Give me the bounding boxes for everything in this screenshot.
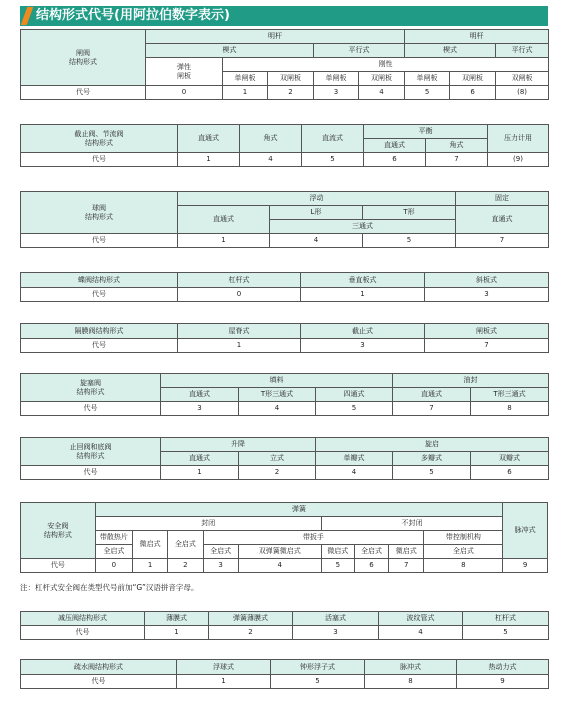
gate-valve-table bbox=[20, 29, 549, 100]
globe-col-zhitong: 直通式 bbox=[178, 125, 240, 153]
plug-tianliao: 填料 bbox=[161, 374, 393, 388]
plug-code: 3 bbox=[161, 402, 239, 416]
check-code: 1 bbox=[161, 466, 239, 480]
reducing-code: 5 bbox=[463, 626, 549, 640]
safety-code: 4 bbox=[238, 559, 321, 573]
plug-tl-sub: 直通式 bbox=[161, 388, 239, 402]
globe-row-label: 截止阀、节流阀 结构形式 bbox=[21, 125, 178, 153]
check-code: 6 bbox=[471, 466, 549, 480]
gate-code: 5 bbox=[405, 86, 450, 100]
butterfly-code: 1 bbox=[301, 288, 425, 302]
globe-code: 1 bbox=[178, 153, 240, 167]
safety-code-label: 代号 bbox=[21, 559, 96, 573]
reducing-code: 1 bbox=[145, 626, 209, 640]
globe-code: (9) bbox=[488, 153, 549, 167]
safety-weiqi-sub: 微启式 bbox=[389, 545, 424, 559]
plug-valve-table bbox=[20, 373, 549, 416]
plug-youfeng: 油封 bbox=[393, 374, 549, 388]
ball-txing: T形 bbox=[363, 206, 456, 220]
trap-col: 热动力式 bbox=[457, 660, 549, 675]
reducing-code: 3 bbox=[293, 626, 379, 640]
globe-pingheng-sub: 直通式 bbox=[364, 139, 426, 153]
trap-code: 8 bbox=[365, 675, 457, 689]
gate-header-mingan-2: 明杆 bbox=[405, 30, 549, 44]
reducing-col: 活塞式 bbox=[293, 612, 379, 626]
safety-fengbi: 封闭 bbox=[95, 517, 321, 531]
safety-tanhuang: 弹簧 bbox=[95, 503, 503, 517]
gate-code: 2 bbox=[268, 86, 314, 100]
diaphragm-col: 屋脊式 bbox=[178, 324, 301, 339]
gate-code: 0 bbox=[146, 86, 223, 100]
globe-pingheng: 平衡 bbox=[364, 125, 488, 139]
check-code: 2 bbox=[239, 466, 316, 480]
safety-code: 1 bbox=[133, 559, 168, 573]
gate-single-2: 单闸板 bbox=[314, 72, 359, 86]
butterfly-code: 3 bbox=[425, 288, 549, 302]
ball-santong: 三通式 bbox=[270, 220, 456, 234]
safety-dai-sanre: 带散热片 bbox=[95, 531, 132, 545]
reducing-col: 薄膜式 bbox=[145, 612, 209, 626]
gate-header-mingan: 明杆 bbox=[146, 30, 405, 44]
ball-lxing: L形 bbox=[270, 206, 363, 220]
butterfly-code-label: 代号 bbox=[21, 288, 178, 302]
check-valve-table bbox=[20, 437, 549, 480]
safety-quanqi-sub: 全启式 bbox=[203, 545, 238, 559]
diaphragm-code-label: 代号 bbox=[21, 339, 178, 353]
ball-zhitong-2: 直通式 bbox=[456, 206, 549, 234]
gate-single-3: 单闸板 bbox=[405, 72, 450, 86]
safety-code: 5 bbox=[321, 559, 354, 573]
safety-quanqi-sub: 全启式 bbox=[354, 545, 388, 559]
globe-code: 7 bbox=[426, 153, 488, 167]
plug-yf-sub: 直通式 bbox=[393, 388, 471, 402]
plug-code: 7 bbox=[393, 402, 471, 416]
gate-double-1: 双闸板 bbox=[268, 72, 314, 86]
diaphragm-col: 截止式 bbox=[301, 324, 425, 339]
gate-gangxing: 刚性 bbox=[223, 58, 549, 72]
reducing-code: 4 bbox=[379, 626, 463, 640]
gate-header-xieshi: 楔式 bbox=[146, 44, 314, 58]
trap-row-label: 疏水阀结构形式 bbox=[21, 660, 177, 675]
gate-code: 1 bbox=[223, 86, 268, 100]
reducing-code-label: 代号 bbox=[21, 626, 145, 640]
globe-col-yali: 压力计用 bbox=[488, 125, 549, 153]
gate-code: 4 bbox=[359, 86, 405, 100]
ball-code: 5 bbox=[363, 234, 456, 248]
safety-quanqi-sub: 全启式 bbox=[95, 545, 132, 559]
title-accent-icon bbox=[21, 7, 34, 25]
safety-maichong: 脉冲式 bbox=[503, 503, 548, 559]
butterfly-valve-table bbox=[20, 272, 549, 302]
plug-code-label: 代号 bbox=[21, 402, 161, 416]
plug-tl-sub: T形三通式 bbox=[239, 388, 316, 402]
plug-code: 8 bbox=[471, 402, 549, 416]
safety-daikongzhi: 带控制机构 bbox=[424, 531, 503, 545]
check-row-label: 止回阀和底阀 结构形式 bbox=[21, 438, 161, 466]
globe-code: 5 bbox=[302, 153, 364, 167]
gate-double-3: 双闸板 bbox=[450, 72, 496, 86]
plug-yf-sub: T形三通式 bbox=[471, 388, 549, 402]
reducing-code: 2 bbox=[209, 626, 293, 640]
globe-col-zhiliu: 直流式 bbox=[302, 125, 364, 153]
gate-header-xieshi-2: 楔式 bbox=[405, 44, 496, 58]
ball-zhitong: 直通式 bbox=[178, 206, 270, 234]
globe-pingheng-sub: 角式 bbox=[426, 139, 488, 153]
trap-col: 钟形浮子式 bbox=[271, 660, 365, 675]
globe-code-label: 代号 bbox=[21, 153, 178, 167]
ball-code: 7 bbox=[456, 234, 549, 248]
ball-row-label: 球阀 结构形式 bbox=[21, 192, 178, 234]
globe-col-jiao: 角式 bbox=[240, 125, 302, 153]
safety-shuang-weiqi: 双弹簧微启式 bbox=[238, 545, 321, 559]
gate-tanxing: 弹性 闸板 bbox=[146, 58, 223, 86]
butterfly-col: 垂直板式 bbox=[301, 273, 425, 288]
butterfly-code: 0 bbox=[178, 288, 301, 302]
plug-code: 4 bbox=[239, 402, 316, 416]
check-xq-sub: 双瓣式 bbox=[471, 452, 549, 466]
gate-code-label: 代号 bbox=[21, 86, 146, 100]
ball-fudong: 浮动 bbox=[178, 192, 456, 206]
check-xq-sub: 多瓣式 bbox=[393, 452, 471, 466]
page-title: 结构形式代号(用阿拉伯数字表示) bbox=[36, 8, 230, 23]
safety-code: 7 bbox=[389, 559, 424, 573]
reducing-col: 弹簧薄膜式 bbox=[209, 612, 293, 626]
check-code: 5 bbox=[393, 466, 471, 480]
check-xq-sub: 单瓣式 bbox=[316, 452, 393, 466]
safety-code: 3 bbox=[203, 559, 238, 573]
diaphragm-code: 7 bbox=[425, 339, 549, 353]
ball-code: 4 bbox=[270, 234, 363, 248]
gate-code: 6 bbox=[450, 86, 496, 100]
ball-valve-table bbox=[20, 191, 549, 248]
globe-valve-table bbox=[20, 124, 549, 167]
globe-code: 6 bbox=[364, 153, 426, 167]
plug-tl-sub: 四通式 bbox=[316, 388, 393, 402]
check-xuanqi: 旋启 bbox=[316, 438, 549, 452]
safety-quanqi-sub: 全启式 bbox=[424, 545, 503, 559]
trap-valve-table bbox=[20, 659, 549, 689]
gate-header-pingxing: 平行式 bbox=[314, 44, 405, 58]
trap-code: 9 bbox=[457, 675, 549, 689]
plug-row-label: 旋塞阀 结构形式 bbox=[21, 374, 161, 402]
plug-code: 5 bbox=[316, 402, 393, 416]
safety-weiqi: 微启式 bbox=[133, 531, 168, 559]
safety-code: 0 bbox=[95, 559, 132, 573]
ball-guding: 固定 bbox=[456, 192, 549, 206]
safety-bufengbi: 不封闭 bbox=[321, 517, 503, 531]
gate-double-2: 双闸板 bbox=[359, 72, 405, 86]
trap-code: 1 bbox=[177, 675, 271, 689]
gate-code: (8) bbox=[496, 86, 549, 100]
diaphragm-row-label: 隔膜阀结构形式 bbox=[21, 324, 178, 339]
diaphragm-code: 3 bbox=[301, 339, 425, 353]
check-sj-sub: 直通式 bbox=[161, 452, 239, 466]
gate-single-1: 单闸板 bbox=[223, 72, 268, 86]
reducing-valve-table bbox=[20, 611, 549, 640]
butterfly-col: 杠杆式 bbox=[178, 273, 301, 288]
safety-code: 8 bbox=[424, 559, 503, 573]
reducing-col: 杠杆式 bbox=[463, 612, 549, 626]
reducing-row-label: 减压阀结构形式 bbox=[21, 612, 145, 626]
check-shengjiang: 升降 bbox=[161, 438, 316, 452]
safety-code: 2 bbox=[168, 559, 203, 573]
diaphragm-code: 1 bbox=[178, 339, 301, 353]
gate-code: 3 bbox=[314, 86, 359, 100]
ball-code: 1 bbox=[178, 234, 270, 248]
trap-code: 5 bbox=[271, 675, 365, 689]
diaphragm-valve-table bbox=[20, 323, 549, 353]
butterfly-row-label: 蝶阀结构形式 bbox=[21, 273, 178, 288]
safety-code: 9 bbox=[503, 559, 548, 573]
trap-col: 脉冲式 bbox=[365, 660, 457, 675]
globe-code: 4 bbox=[240, 153, 302, 167]
trap-col: 浮球式 bbox=[177, 660, 271, 675]
check-sj-sub: 立式 bbox=[239, 452, 316, 466]
gate-row-label: 闸阀 结构形式 bbox=[21, 30, 146, 86]
safety-valve-table bbox=[20, 502, 548, 573]
diaphragm-col: 闸板式 bbox=[425, 324, 549, 339]
ball-code-label: 代号 bbox=[21, 234, 178, 248]
gate-header-pingxing-2: 平行式 bbox=[496, 44, 549, 58]
title-bar bbox=[20, 6, 548, 26]
butterfly-col: 斜板式 bbox=[425, 273, 549, 288]
safety-note: 注：杠杆式安全阀在类型代号前加“G”汉语拼音字母。 bbox=[20, 583, 199, 592]
safety-row-label: 安全阀 结构形式 bbox=[21, 503, 96, 559]
check-code-label: 代号 bbox=[21, 466, 161, 480]
trap-code-label: 代号 bbox=[21, 675, 177, 689]
check-code: 4 bbox=[316, 466, 393, 480]
safety-code: 6 bbox=[354, 559, 388, 573]
safety-daibanshou: 带扳手 bbox=[203, 531, 424, 545]
reducing-col: 波纹管式 bbox=[379, 612, 463, 626]
safety-weiqi-sub: 微启式 bbox=[321, 545, 354, 559]
gate-double-4: 双闸板 bbox=[496, 72, 549, 86]
safety-quanqi: 全启式 bbox=[168, 531, 203, 559]
